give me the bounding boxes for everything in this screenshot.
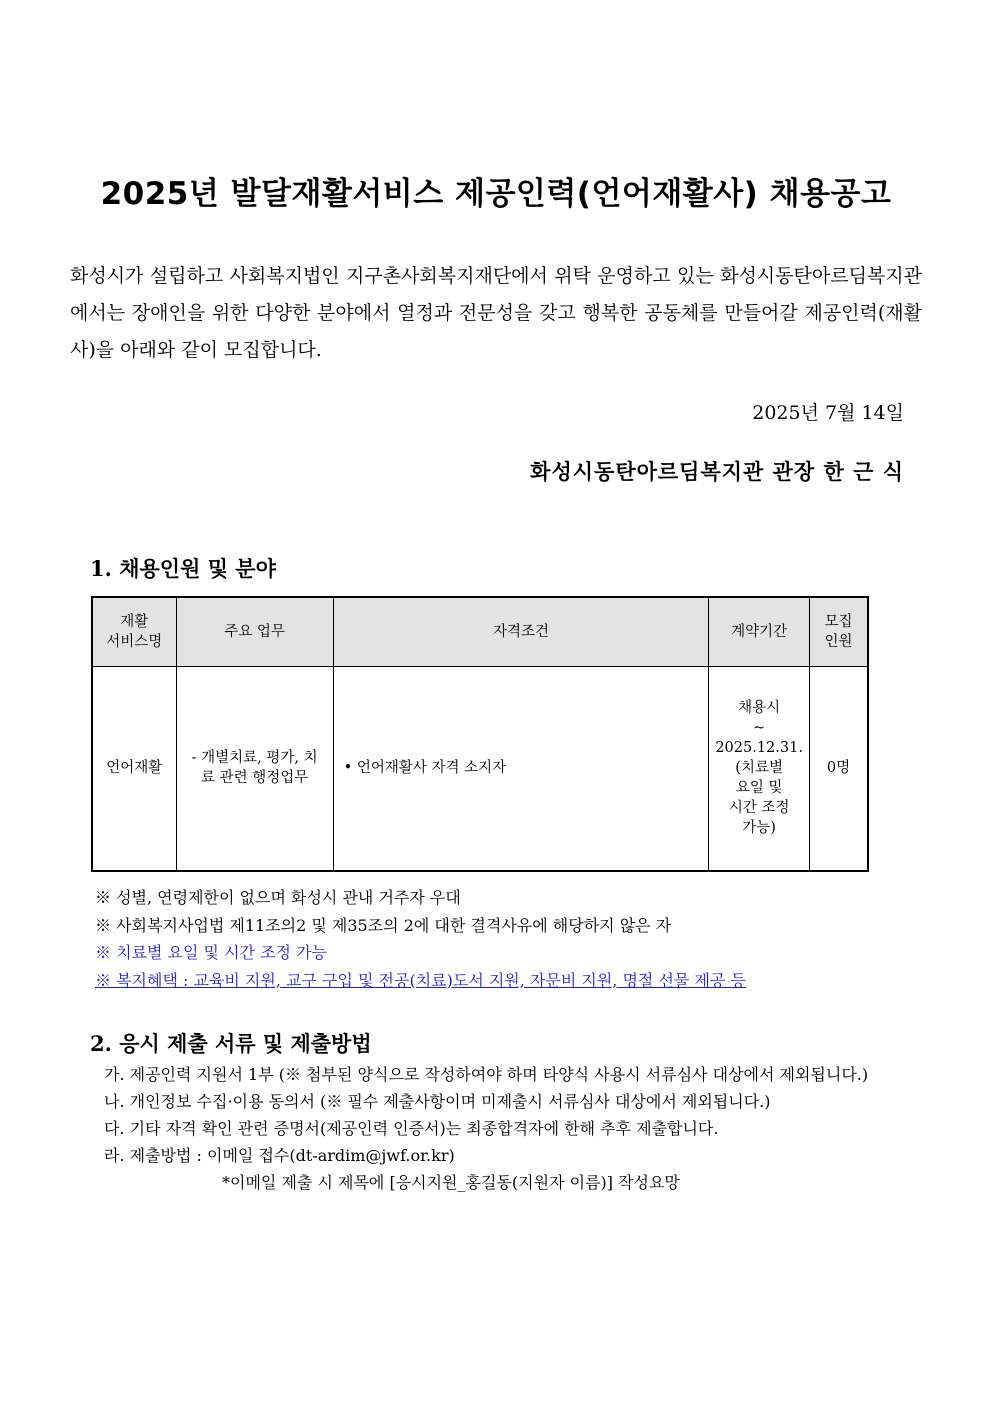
page-title: 2025년 발달재활서비스 제공인력(언어재활사) 채용공고 xyxy=(100,176,892,212)
note-item-benefits: ※ 복지혜택 : 교육비 지원, 교구 구입 및 전공(치료)도서 지원, 자문비 지원, 명절 선물 제공 등 xyxy=(95,970,746,990)
documents-list xyxy=(104,1061,868,1196)
document-item: 가. 제공인력 지원서 1부 (※ 첨부된 양식으로 작성하여야 하며 타양식 사용시 서류심사 대상에서 제외됩니다.) xyxy=(104,1065,869,1084)
cell-service: 언어재활 xyxy=(92,666,176,871)
cell-count: 0명 xyxy=(809,666,868,871)
email-subject-note: *이메일 제출 시 제목에 [응시지원_홍길동(지원자 이름)] 작성요망 xyxy=(222,1173,680,1192)
organization-signature: 화성시동탄아르딤복지관 관장 한 근 식 xyxy=(530,459,904,484)
section-1-title: 1. 채용인원 및 분야 xyxy=(90,556,276,581)
header-count: 모집 인원 xyxy=(809,597,868,666)
submission-method: 라. 제출방법 : 이메일 접수(dt-ardim@jwf.or.kr) xyxy=(104,1146,455,1165)
header-qualification: 자격조건 xyxy=(333,597,709,666)
header-period: 계약기간 xyxy=(709,597,810,666)
intro-paragraph: 화성시가 설립하고 사회복지법인 지구촌사회복지재단에서 위탁 운영하고 있는 화성시동탄아르딤복지관에서는 장애인을 위한 다양한 분야에서 열정과 전문성을 갖고 행복한 공동체를 만들어갈 제공인력(재활사)을 아래와 같이 모집합니다. xyxy=(70,265,922,361)
announcement-date: 2025년 7월 14일 xyxy=(752,402,904,424)
recruitment-table xyxy=(91,596,869,872)
note-item: ※ 성별, 연령제한이 없으며 화성시 관내 거주자 우대 xyxy=(95,888,461,907)
notes-list xyxy=(95,884,746,994)
table-header-row xyxy=(92,597,868,666)
table-row xyxy=(92,666,868,871)
note-item-highlight: ※ 치료별 요일 및 시간 조정 가능 xyxy=(95,943,327,962)
document-item: 나. 개인정보 수집·이용 동의서 (※ 필수 제출사항이며 미제출시 서류심사 대상에서 제외됩니다.) xyxy=(104,1092,771,1111)
cell-qualification: • 언어재활사 자격 소지자 xyxy=(333,666,709,871)
cell-period: 채용시 ~ 2025.12.31. (치료별 요일 및 시간 조정 가능) xyxy=(709,666,810,871)
header-duty: 주요 업무 xyxy=(176,597,333,666)
note-item: ※ 사회복지사업법 제11조의2 및 제35조의 2에 대한 결격사유에 해당하지 않은 자 xyxy=(95,915,672,935)
cell-duty: - 개별치료, 평가, 치 료 관련 행정업무 xyxy=(176,666,333,871)
section-2-title: 2. 응시 제출 서류 및 제출방법 xyxy=(90,1031,372,1056)
document-item: 다. 기타 자격 확인 관련 증명서(제공인력 인증서)는 최종합격자에 한해 추후 제출합니다. xyxy=(104,1119,719,1138)
header-service: 재활 서비스명 xyxy=(92,597,176,666)
